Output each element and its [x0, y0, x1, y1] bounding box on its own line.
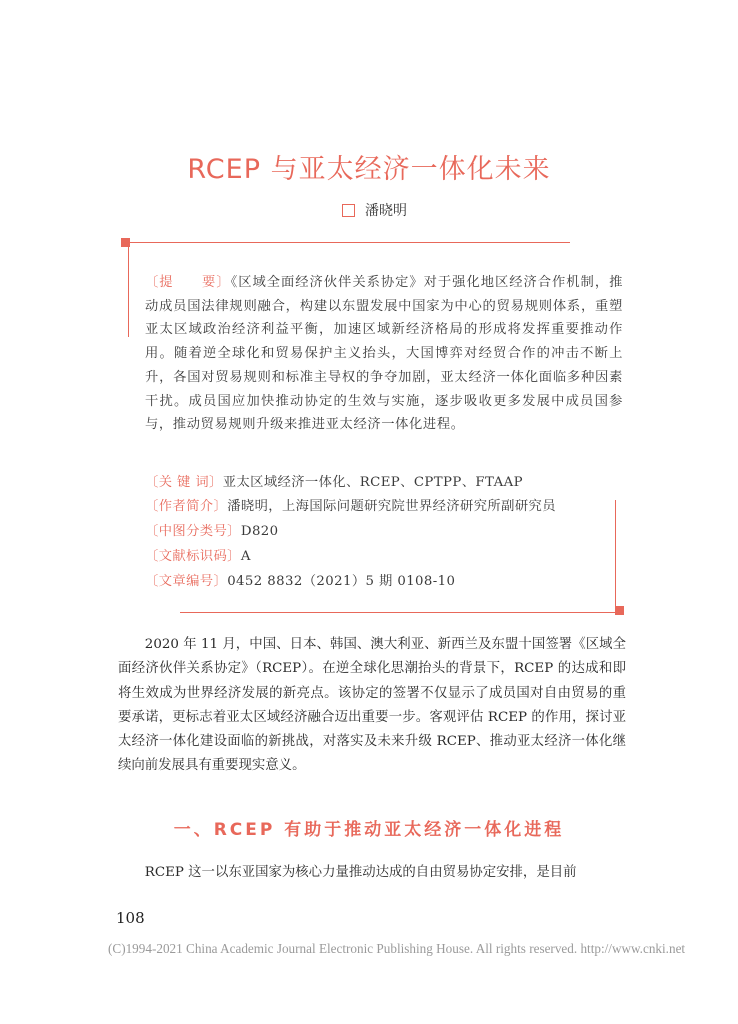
frame-line-left: [128, 247, 129, 337]
meta-value: 亚太区域经济一体化、RCEP、CPTPP、FTAAP: [222, 475, 523, 490]
page-number: 108: [116, 909, 145, 927]
frame-line-top: [130, 242, 570, 243]
meta-label: 〔作者简介〕: [145, 499, 228, 514]
corner-square-top-left: [121, 238, 130, 247]
intro-paragraph: 2020 年 11 月，中国、日本、韩国、澳大利亚、新西兰及东盟十国签署《区域全面经济伙伴关系协定》（RCEP）。在逆全球化思潮抬头的背景下，RCEP 的达成和即将生效成为世界经济发展的新亮点。该协定的签署不仅显示了成员国对自由贸易的重要承诺，更标志着亚太区域经济融合迈出重要一步。客观评估 RCEP 的作用，探讨亚太经济一体化建设面临的新挑战，对落实及未来升级 RCEP、推动亚太经济一体化继续向前发展具有重要现实意义。: [118, 637, 626, 774]
meta-label: 〔文献标识码〕: [145, 549, 241, 564]
meta-value: 潘晓明，上海国际问题研究院世界经济研究所副研究员: [227, 499, 556, 514]
abstract-label: 〔提 要〕: [145, 275, 231, 290]
author-name: 潘晓明: [365, 203, 407, 219]
author-line: [342, 200, 407, 220]
article-title: RCEP 与亚太经济一体化未来: [187, 154, 551, 185]
meta-value: D820: [240, 524, 279, 539]
meta-label: 〔文章编号〕: [145, 574, 228, 589]
meta-value: A: [240, 549, 251, 564]
meta-classification: [145, 520, 623, 539]
meta-keywords: [145, 471, 623, 490]
corner-square-bottom-right: [615, 606, 624, 615]
meta-author-bio: [145, 495, 623, 514]
meta-article-number: [145, 570, 623, 589]
abstract-text: 《区域全面经济伙伴关系协定》对于强化地区经济合作机制，推动成员国法律规则融合，构建以东盟发展中国家为中心的贸易规则体系，重塑亚太区域政治经济利益平衡，加速区域新经济格局的形成将发挥重要推动作用。随着逆全球化和贸易保护主义抬头，大国博弈对经贸合作的冲击不断上升，各国对贸易规则和标准主导权的争夺加剧，亚太经济一体化面临多种因素干扰。成员国应加快推动协定的生效与实施，逐步吸收更多发展中成员国参与，推动贸易规则升级来推进亚太经济一体化进程。: [145, 275, 623, 433]
frame-line-bottom: [180, 612, 615, 613]
copyright-notice: (C)1994-2021 China Academic Journal Electronic Publishing House. All rights reserved. http://www.cnki.net: [108, 941, 686, 956]
section-heading: 一、RCEP 有助于推动亚太经济一体化进程: [173, 820, 565, 840]
section-paragraph: RCEP 这一以东亚国家为核心力量推动达成的自由贸易协定安排，是目前: [144, 865, 577, 880]
meta-label: 〔关 键 词〕: [145, 475, 223, 490]
meta-value: 0452 8832（2021）5 期 0108-10: [227, 574, 456, 589]
meta-label: 〔中图分类号〕: [145, 524, 241, 539]
abstract: [145, 271, 623, 437]
meta-document-code: [145, 545, 623, 564]
author-box-icon: [342, 204, 355, 217]
